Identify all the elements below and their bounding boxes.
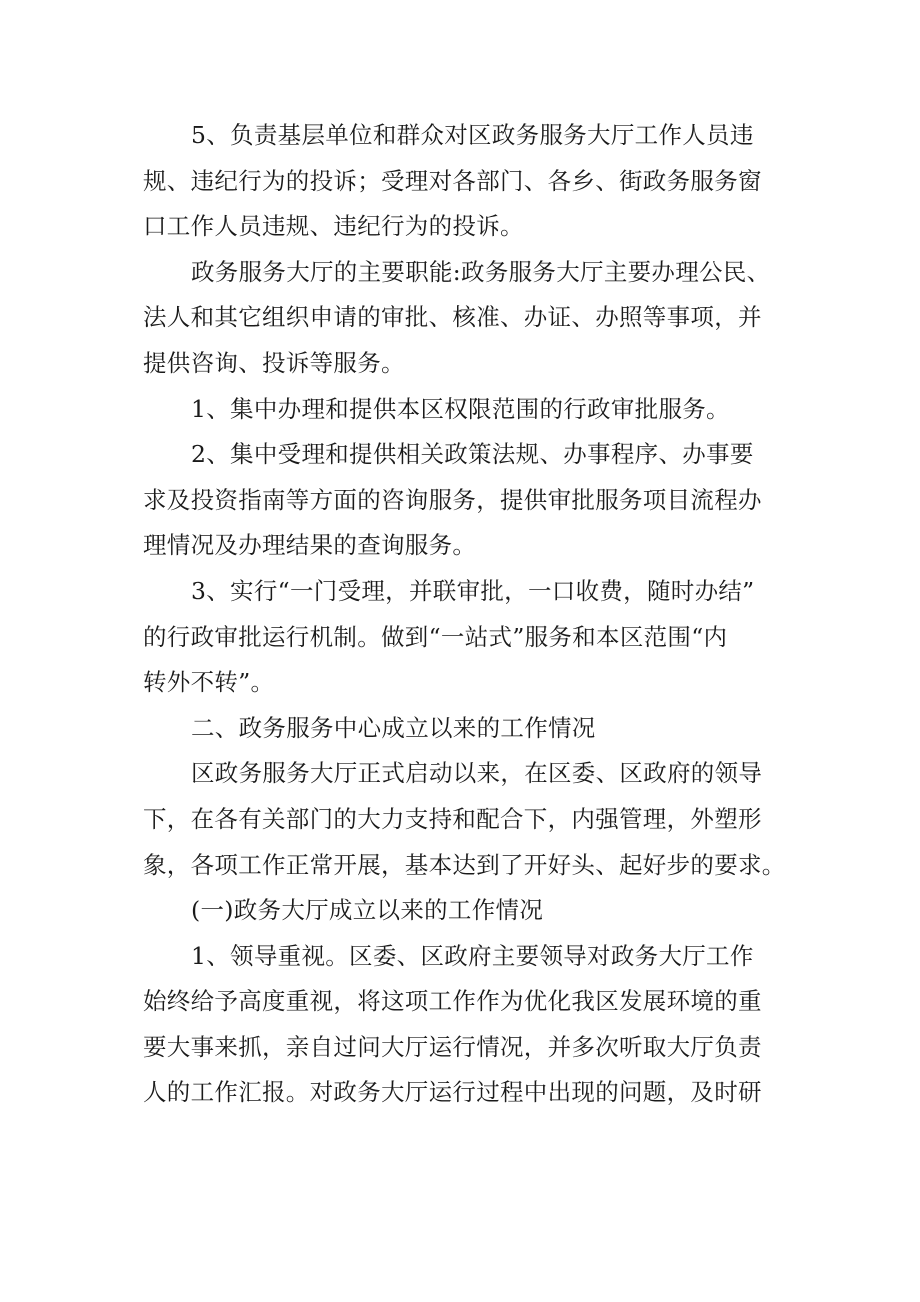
text-line: 要大事来抓，亲自过问大厅运行情况，并多次听取大厅负责 [143, 1032, 762, 1061]
text-line: 5、负责基层单位和群众对区政务服务大厅工作人员违 [191, 121, 754, 149]
text-line: 人的工作汇报。对政务大厅运行过程中出现的问题，及时研 [143, 1078, 762, 1107]
subsection-heading: (一)政务大厅成立以来的工作情况 [191, 896, 544, 925]
section-heading: 二、政务服务中心成立以来的工作情况 [191, 713, 596, 742]
text-line: 象，各项工作正常开展，基本达到了开好头、起好步的要求。 [143, 850, 786, 879]
text-line: 始终给予高度重视，将这项工作作为优化我区发展环境的重 [143, 987, 762, 1016]
text-line: 下，在各有关部门的大力支持和配合下，内强管理，外塑形 [143, 804, 762, 833]
text-line: 区政务服务大厅正式启动以来，在区委、区政府的领导 [191, 759, 763, 788]
document-body [143, 113, 786, 1116]
text-line: 法人和其它组织申请的审批、核准、办证、办照等事项，并 [143, 303, 762, 332]
text-line: 1、领导重视。区委、区政府主要领导对政务大厅工作 [191, 941, 754, 970]
text-line: 3、实行“一门受理，并联审批，一口收费，随时办结” [191, 576, 755, 605]
text-line: 求及投资指南等方面的咨询服务，提供审批服务项目流程办 [143, 485, 762, 514]
text-line: 1、集中办理和提供本区权限范围的行政审批服务。 [191, 394, 730, 423]
text-line: 2、集中受理和提供相关政策法规、办事程序、办事要 [191, 440, 754, 469]
text-line: 规、违纪行为的投诉；受理对各部门、各乡、街政务服务窗 [143, 166, 762, 195]
text-line: 的行政审批运行机制。做到“一站式”服务和本区范围“内 [143, 622, 728, 651]
text-line: 理情况及办理结果的查询服务。 [143, 531, 477, 560]
text-line: 政务服务大厅的主要职能:政务服务大厅主要办理公民、 [191, 257, 771, 286]
text-line: 转外不转”。 [143, 668, 275, 697]
text-line: 提供咨询、投诉等服务。 [143, 348, 405, 377]
text-line: 口工作人员违规、违纪行为的投诉。 [143, 212, 524, 241]
